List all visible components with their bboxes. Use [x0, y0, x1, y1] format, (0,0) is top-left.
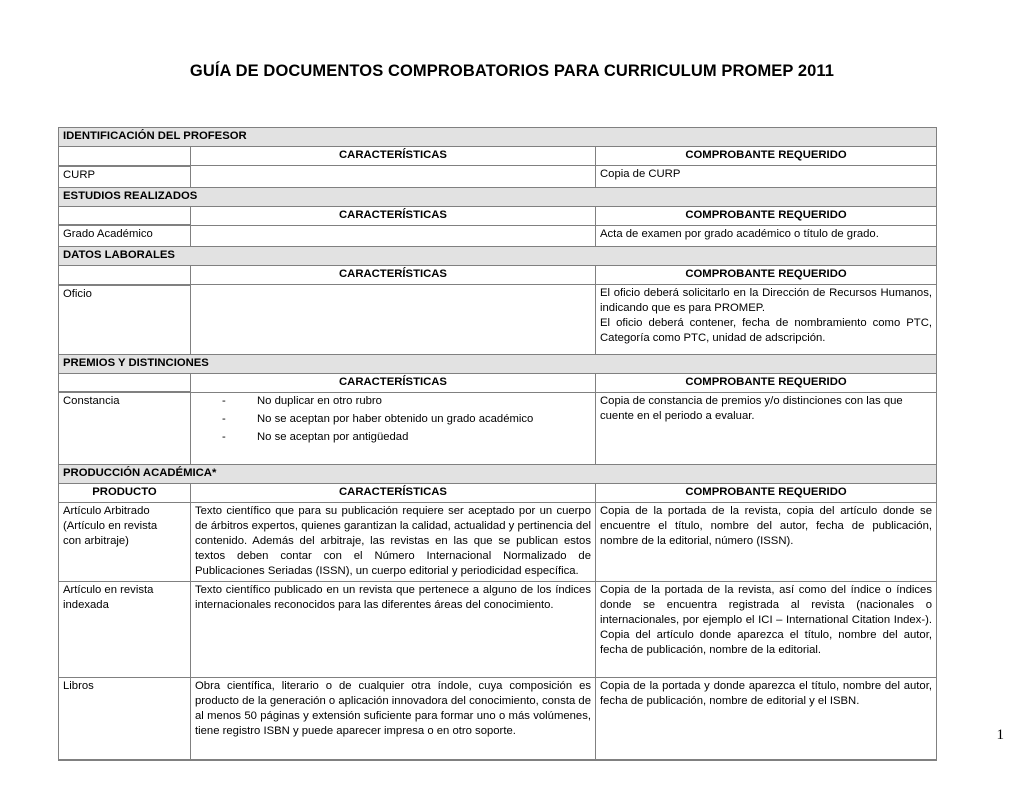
- section-title-datos-laborales: DATOS LABORALES: [59, 247, 937, 266]
- cell-comprobante-articulo-arbitrado: Copia de la portada de la revista, copia del artículo donde se encuentre el título, nombre del autor, fecha de publicación, nombre de la editorial, número (ISSN).: [596, 503, 937, 582]
- column-header-row: [59, 484, 937, 503]
- column-header-caracteristicas-premios: CARACTERÍSTICAS: [191, 373, 596, 392]
- producto-line-2: (Artículo en revista: [63, 520, 158, 533]
- table-row: [59, 582, 937, 678]
- list-item: [195, 394, 591, 409]
- cell-producto-libros: Libros: [59, 678, 191, 761]
- cell-producto-oficio: Oficio: [59, 285, 191, 355]
- cell-comprobante-oficio: [596, 285, 937, 355]
- table-row: [59, 503, 937, 582]
- section-banner-row: [59, 187, 937, 206]
- list-item-label: No se aceptan por antigüedad: [257, 430, 409, 443]
- column-header-producto-estudios: [59, 206, 191, 225]
- cell-comprobante-constancia: Copia de constancia de premios y/o distinciones con las que cuente en el periodo a evaluar.: [596, 392, 937, 465]
- table-row: [59, 225, 937, 247]
- cell-producto-curp: CURP: [59, 166, 191, 188]
- page-title: GUÍA DE DOCUMENTOS COMPROBATORIOS PARA CURRICULUM PROMEP 2011: [189, 62, 835, 80]
- comprobante-oficio-line-1: El oficio deberá solicitarlo en la Dirección de Recursos Humanos, indicando que es para PROMEP.: [600, 287, 932, 315]
- cell-caracteristicas-libros: Obra científica, literario o de cualquier otra índole, cuya composición es producto de la generación o aplicación innovadora del conocimiento, consta de al menos 50 páginas y extensión suficiente para formar uno o más volúmenes, tiene registro ISBN y puede aparecer impresa o en otro soporte.: [191, 678, 596, 761]
- column-header-producto-premios: [59, 373, 191, 392]
- cell-caracteristicas-grado-academico: [191, 225, 596, 247]
- page-number: 1: [996, 727, 1004, 743]
- column-header-caracteristicas-estudios: CARACTERÍSTICAS: [191, 206, 596, 225]
- cell-producto-articulo-indexada: Artículo en revista indexada: [59, 582, 191, 678]
- column-header-caracteristicas-produccion: CARACTERÍSTICAS: [191, 484, 596, 503]
- producto-line-3: con arbitraje): [63, 535, 129, 548]
- column-header-producto-datos-laborales: [59, 266, 191, 285]
- constancia-bullet-list: [195, 394, 591, 445]
- dash-marker-icon: -: [222, 394, 226, 407]
- section-title-identificacion-del-profesor: IDENTIFICACIÓN DEL PROFESOR: [59, 128, 937, 147]
- column-header-producto-identificacion: [59, 147, 191, 166]
- cell-caracteristicas-constancia: [191, 392, 596, 465]
- column-header-comprobante-identificacion: COMPROBANTE REQUERIDO: [596, 147, 937, 166]
- column-header-comprobante-produccion: COMPROBANTE REQUERIDO: [596, 484, 937, 503]
- cell-producto-constancia: Constancia: [59, 392, 191, 465]
- list-item-label: No duplicar en otro rubro: [257, 394, 382, 407]
- column-header-row: [59, 206, 937, 225]
- section-title-estudios-realizados: ESTUDIOS REALIZADOS: [59, 187, 937, 206]
- column-header-comprobante-estudios: COMPROBANTE REQUERIDO: [596, 206, 937, 225]
- cell-caracteristicas-oficio: [191, 285, 596, 355]
- list-item: [195, 412, 591, 427]
- cell-producto-articulo-arbitrado: [59, 503, 191, 582]
- column-header-producto-produccion: PRODUCTO: [59, 484, 191, 503]
- column-header-caracteristicas-identificacion: CARACTERÍSTICAS: [191, 147, 596, 166]
- guia-table: [58, 127, 937, 761]
- section-banner-row: [59, 354, 937, 373]
- table-row: [59, 392, 937, 465]
- cell-comprobante-curp: Copia de CURP: [596, 166, 937, 188]
- cell-comprobante-libros: Copia de la portada y donde aparezca el título, nombre del autor, fecha de publicación, nombre de editorial y el ISBN.: [596, 678, 937, 761]
- cell-caracteristicas-articulo-arbitrado: Texto científico que para su publicación requiere ser aceptado por un cuerpo de árbitros expertos, quienes garantizan la calidad, actualidad y pertinencia del contenido. Además del arbitraje, las revistas en las que se publican estos textos deben contar con el Número Internacional Normalizado de Publicaciones Seriadas (ISSN), un cuerpo editorial y periodicidad específica.: [191, 503, 596, 582]
- section-banner-row: [59, 247, 937, 266]
- column-header-comprobante-datos-laborales: COMPROBANTE REQUERIDO: [596, 266, 937, 285]
- column-header-comprobante-premios: COMPROBANTE REQUERIDO: [596, 373, 937, 392]
- dash-marker-icon: -: [222, 430, 226, 443]
- comprobante-oficio-line-2: El oficio deberá contener, fecha de nombramiento como PTC, Categoría como PTC, unidad de adscripción.: [600, 317, 932, 345]
- cell-comprobante-articulo-indexada: Copia de la portada de la revista, así como del índice o índices donde se encuentra registrada al revista (nacionales o internacionales, por ejemplo el ICI – International Citation Index-). Copia del artículo donde aparezca el título, nombre del autor, fecha de publicación, nombre de la editorial.: [596, 582, 937, 678]
- list-item: [195, 430, 591, 445]
- cell-producto-grado-academico: Grado Académico: [59, 225, 191, 247]
- list-item-label: No se aceptan por haber obtenido un grado académico: [257, 412, 534, 425]
- column-header-row: [59, 147, 937, 166]
- producto-line-1: Artículo Arbitrado: [63, 505, 150, 518]
- table-row: [59, 678, 937, 761]
- section-title-produccion-academica: PRODUCCIÓN ACADÉMICA*: [59, 465, 937, 484]
- column-header-row: [59, 266, 937, 285]
- table-row: [59, 166, 937, 188]
- cell-caracteristicas-curp: [191, 166, 596, 188]
- dash-marker-icon: -: [222, 412, 226, 425]
- table-row: [59, 285, 937, 355]
- cell-caracteristicas-articulo-indexada: Texto científico publicado en un revista que pertenece a alguno de los índices internacionales reconocidos para las diferentes áreas del conocimiento.: [191, 582, 596, 678]
- section-banner-row: [59, 128, 937, 147]
- column-header-caracteristicas-datos-laborales: CARACTERÍSTICAS: [191, 266, 596, 285]
- section-banner-row: [59, 465, 937, 484]
- column-header-row: [59, 373, 937, 392]
- cell-comprobante-grado-academico: Acta de examen por grado académico o título de grado.: [596, 225, 937, 247]
- section-title-premios-y-distinciones: PREMIOS Y DISTINCIONES: [59, 354, 937, 373]
